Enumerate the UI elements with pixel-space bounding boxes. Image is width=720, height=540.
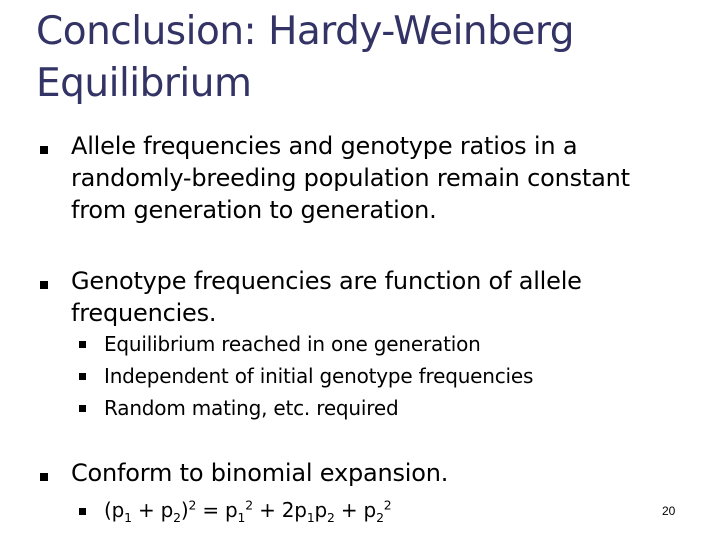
sub-bullet-square-icon — [79, 508, 86, 515]
sub-bullet-text: Equilibrium reached in one generation — [104, 332, 481, 356]
bullet-text-3 — [71, 457, 681, 489]
bullet-2-line-2: frequencies. — [71, 299, 217, 327]
bullet-text-1 — [71, 130, 681, 226]
bullet-square-icon — [40, 473, 48, 481]
sub-bullet-text: Random mating, etc. required — [104, 396, 399, 420]
bullet-square-icon — [40, 281, 48, 289]
slide-title — [36, 6, 696, 110]
bullet-1-line-2: randomly-breeding population remain constant — [71, 164, 630, 192]
bullet-1-line-3: from generation to generation. — [71, 196, 437, 224]
bullet-text-2 — [71, 265, 681, 329]
slide-title-line-2: Equilibrium — [36, 61, 252, 106]
bullet-1-line-1: Allele frequencies and genotype ratios in a — [71, 132, 578, 160]
sub-bullet-square-icon — [79, 373, 86, 380]
sub-bullet-text: Independent of initial genotype frequencies — [104, 364, 534, 388]
bullet-square-icon — [40, 146, 48, 154]
slide-title-line-1: Conclusion: Hardy-Weinberg — [36, 9, 574, 54]
sub-bullet-square-icon — [79, 341, 86, 348]
bullet-3-line-1: Conform to binomial expansion. — [71, 459, 449, 487]
sub-bullet-square-icon — [79, 405, 86, 412]
binomial-formula: $(p_1 + p_2)^2 = p_1^2 + 2p_1p_2 + p_2^2$ — [104, 497, 392, 525]
bullet-2-line-1: Genotype frequencies are function of allele — [71, 267, 582, 295]
page-number: 20 — [662, 504, 676, 518]
